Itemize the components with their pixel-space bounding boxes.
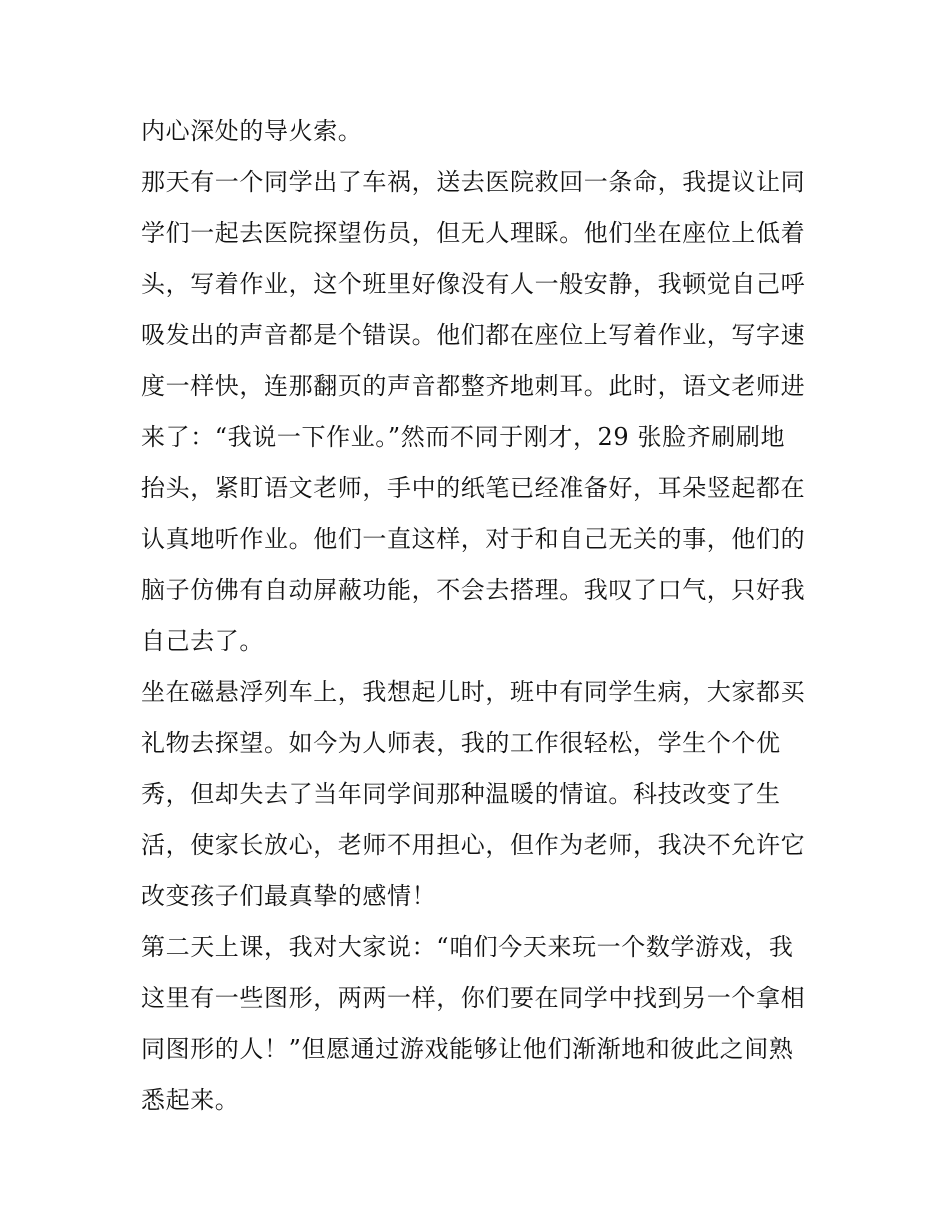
text-line: 抬头，紧盯语文老师，手中的纸笔已经准备好，耳朵竖起都在 [141,474,806,502]
text-line: 认真地听作业。他们一直这样，对于和自己无关的事，他们的 [141,525,806,553]
text-line: 礼物去探望。如今为人师表，我的工作很轻松，学生个个优 [141,729,781,757]
text-line: 第二天上课，我对大家说：“咱们今天来玩一个数学游戏，我 [141,933,794,961]
text-line: 学们一起去医院探望伤员，但无人理睬。他们坐在座位上低着 [141,219,806,247]
text-line: 来了：“我说一下作业。”然而不同于刚才，29 张脸齐刷刷地 [141,423,786,451]
text-line: 活，使家长放心，老师不用担心，但作为老师，我决不允许它 [141,831,806,859]
text-line: 头，写着作业，这个班里好像没有人一般安静，我顿觉自己呼 [141,270,806,298]
text-line: 这里有一些图形，两两一样，你们要在同学中找到另一个拿相 [141,984,806,1012]
text-line: 那天有一个同学出了车祸，送去医院救回一条命，我提议让同 [141,168,806,196]
text-line: 秀，但却失去了当年同学间那种温暖的情谊。科技改变了生 [141,780,781,808]
text-line: 坐在磁悬浮列车上，我想起儿时，班中有同学生病，大家都买 [141,678,806,706]
text-line: 脑子仿佛有自动屏蔽功能，不会去搭理。我叹了口气，只好我 [141,576,806,604]
text-line: 同图形的人！”但愿通过游戏能够让他们渐渐地和彼此之间熟 [141,1035,794,1063]
text-line: 度一样快，连那翻页的声音都整齐地刺耳。此时，语文老师进 [141,372,806,400]
text-line: 悉起来。 [141,1086,240,1114]
text-line: 改变孩子们最真挚的感情！ [141,882,437,910]
body-text [141,106,821,1126]
text-line: 自己去了。 [141,627,264,655]
text-line: 内心深处的导火索。 [141,117,363,145]
text-line: 吸发出的声音都是个错误。他们都在座位上写着作业，写字速 [141,321,806,349]
